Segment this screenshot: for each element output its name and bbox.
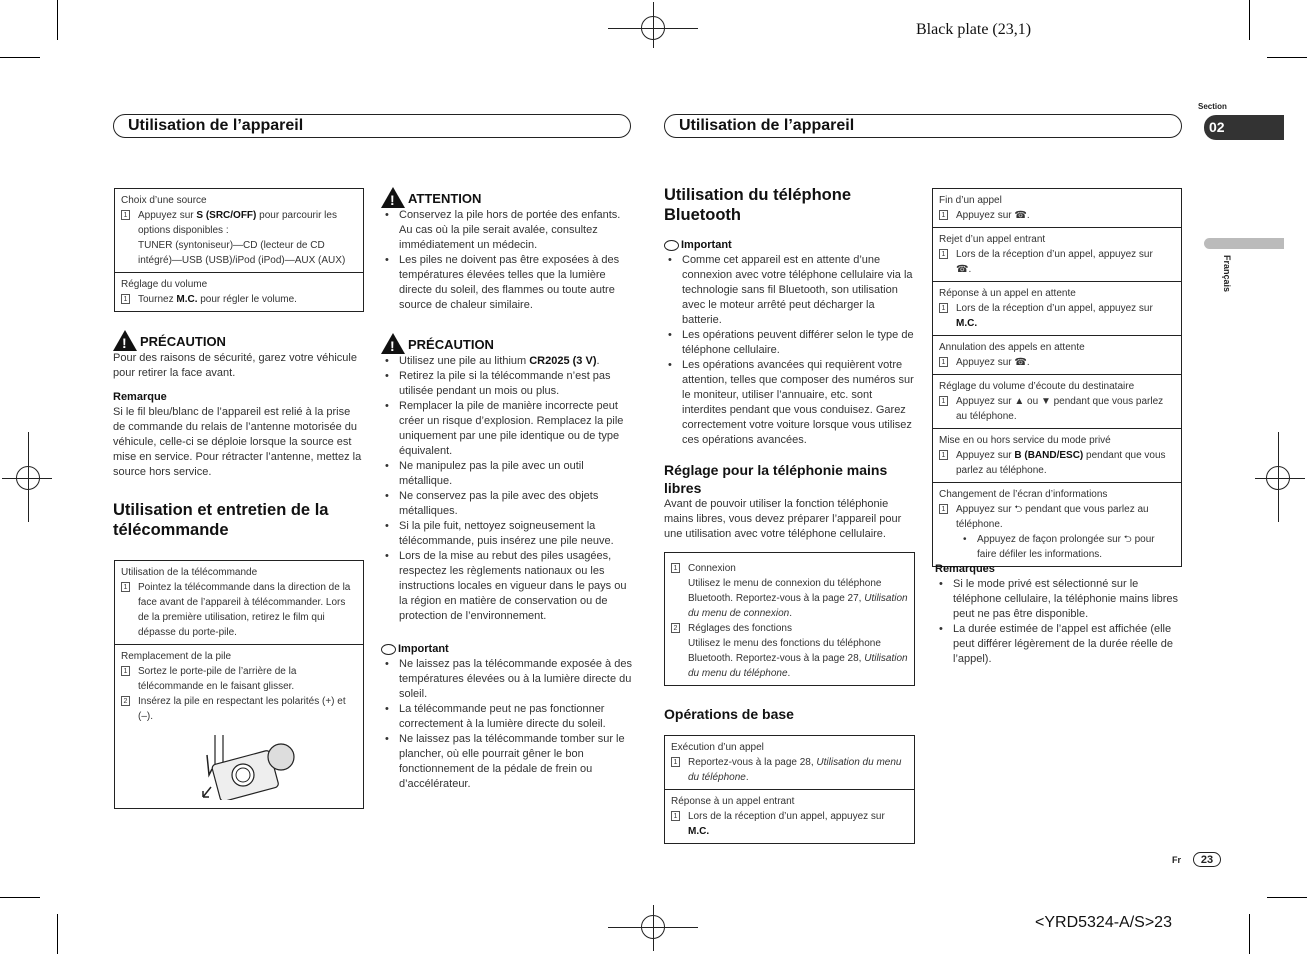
precaution-item: • Retirez la pile si la télécommande n’est pas utilisée pendant un mois ou plus. — [399, 369, 632, 399]
step-title: Mise en ou hors service du mode privé — [939, 435, 1111, 446]
page-number: 23 — [1193, 852, 1221, 867]
step-number: 1 — [939, 357, 948, 367]
section-number: 02 — [1204, 115, 1284, 140]
important-title: Important — [681, 239, 732, 251]
step-title: Changement de l’écran d’informations — [939, 489, 1108, 500]
warning-icon — [381, 333, 405, 354]
section-label: Section — [1198, 102, 1227, 111]
step-title: Rejet d’un appel entrant — [939, 234, 1046, 245]
remarque-text: Si le fil bleu/blanc de l’appareil est relié à la prise de commande du relais de l’antenne motorisée du véhicule, celle-ci se déploie lorsque la source est mise en service. Pour rétracter l’antenne, mettez la source hors service. — [113, 406, 362, 478]
warning-icon — [113, 330, 137, 351]
phone-ops-box — [932, 188, 1182, 567]
step-number: 1 — [939, 249, 948, 259]
footer-code: <YRD5324-A/S>23 — [1035, 914, 1172, 931]
step-number: 2 — [121, 696, 130, 706]
handsfree-text: Avant de pouvoir utiliser la fonction téléphonie mains libres, vous devez préparer l’appareil pour une utilisation avec votre téléphone cellulaire. — [664, 498, 902, 540]
step-number: 1 — [671, 757, 680, 767]
crop-mark — [57, 914, 58, 954]
remarque-item: • Si le mode privé est sélectionné sur le téléphone cellulaire, la téléphonie mains libres peut ne pas être disponible. — [953, 577, 1183, 622]
crop-mark — [1267, 57, 1307, 58]
header-left: Utilisation de l’appareil — [113, 114, 631, 138]
sub-item: • Appuyez de façon prolongée sur ⮌ pour faire défiler les informations. — [977, 532, 1175, 562]
crop-mark — [1249, 914, 1250, 954]
remarque-title: Remarque — [113, 391, 167, 403]
important-item: • Ne laissez pas la télécommande tomber sur le plancher, où elle pourrait gêner le bon fonctionnement de la pédale de frein ou d’accélérateur. — [399, 732, 632, 792]
step-title: Fin d’un appel — [939, 195, 1002, 206]
col1-text — [113, 330, 365, 540]
bluetooth-heading: Utilisation du téléphone Bluetooth — [664, 186, 852, 224]
col3-text — [664, 185, 916, 542]
precaution-list — [381, 354, 632, 624]
step-text: Appuyez sur ▲ ou ▼ pendant que vous parlez au téléphone. — [956, 396, 1164, 422]
attention-item: • Les piles ne doivent pas être exposées à des températures élevées telles que la lumière directe du soleil, des flammes ou toute autre source de chaleur similaire. — [399, 253, 632, 313]
step-title: Choix d’une source — [121, 195, 207, 206]
step-title: Remplacement de la pile — [121, 651, 232, 662]
step-number: 1 — [121, 666, 130, 676]
step-number: 1 — [671, 563, 680, 573]
crop-mark — [1249, 0, 1250, 40]
plate-label: Black plate (23,1) — [916, 21, 1032, 38]
battery-illustration — [195, 735, 305, 800]
language-bar — [1204, 238, 1284, 249]
step-text: Appuyez sur B (BAND/ESC) pendant que vous parlez au téléphone. — [956, 450, 1166, 476]
base-heading: Opérations de base — [664, 706, 794, 722]
attention-item: • Conservez la pile hors de portée des enfants. Au cas où la pile serait avalée, consultez immédiatement un médecin. — [399, 208, 632, 253]
precaution-item: • Si la pile fuit, nettoyez soigneusement la télécommande, puis insérez une pile neuve. — [399, 519, 632, 549]
registration-line — [653, 2, 654, 48]
return-icon: ⮌ — [1014, 504, 1023, 515]
step-text: Pointez la télécommande dans la direction de la face avant de l’appareil à télécommander. Lors de la première utilisation, retirez le film qui dépasse du porte-pile. — [138, 582, 351, 638]
precaution-title: PRÉCAUTION — [408, 337, 494, 352]
step-text: Lors de la réception d’un appel, appuyez sur M.C. — [956, 303, 1153, 329]
remarque-item: • La durée estimée de l’appel est affichée (elle peut différer légèrement de la durée réelle de l’appel). — [953, 622, 1183, 667]
base-box — [664, 735, 915, 844]
precaution-item: • Utilisez une pile au lithium CR2025 (3 V). — [399, 354, 632, 369]
important-list — [381, 657, 632, 792]
step-number: 2 — [671, 623, 680, 633]
important-item: • Les opérations peuvent différer selon le type de téléphone cellulaire. — [682, 328, 916, 358]
registration-line — [1255, 478, 1305, 479]
step-text: Sortez le porte-pile de l’arrière de la télécommande en le faisant glisser. — [138, 666, 297, 692]
important-icon — [381, 644, 396, 655]
step-text: Connexion Utilisez le menu de connexion du téléphone Bluetooth. Reportez-vous à la page 27, Utilisation du menu de connexion. — [688, 563, 908, 619]
step-number: 1 — [939, 450, 948, 460]
step-number: 1 — [121, 210, 130, 220]
step-text: Réglages des fonctions Utilisez le menu des fonctions du téléphone Bluetooth. Reportez-vous à la page 28, Utilisation du menu du téléphone. — [688, 623, 908, 679]
step-text: Appuyez sur ☎. — [956, 210, 1030, 221]
step-title: Annulation des appels en attente — [939, 342, 1085, 353]
precaution-item: • Ne conservez pas la pile avec des objets métalliques. — [399, 489, 632, 519]
remarques-title: Remarques — [935, 563, 995, 575]
registration-line — [28, 432, 29, 522]
step-text: Appuyez sur ⮌ pendant que vous parlez au téléphone. — [956, 504, 1149, 530]
handsfree-box — [664, 552, 915, 686]
step-title: Réponse à un appel en attente — [939, 288, 1076, 299]
precaution-text: Pour des raisons de sécurité, garez votre véhicule pour retirer la face avant. — [113, 352, 357, 379]
col2-text — [381, 187, 632, 792]
crop-mark — [1267, 897, 1307, 898]
phone-icon: ☎ — [1014, 210, 1027, 221]
precaution-item: • Lors de la mise au rebut des piles usagées, respectez les règlements nationaux ou les instructions locales en vigueur dans le pays ou la région en matière de conservation ou de protection de l’environnement. — [399, 549, 632, 624]
step-text: Insérez la pile en respectant les polarités (+) et (–). — [138, 696, 346, 722]
step-title: Réglage du volume d’écoute du destinataire — [939, 381, 1135, 392]
handsfree-heading: Réglage pour la téléphonie mains libres — [664, 462, 888, 496]
precaution-title: PRÉCAUTION — [140, 334, 226, 349]
page-lang: Fr — [1172, 855, 1181, 865]
step-number: 1 — [939, 303, 948, 313]
col4-remarks — [935, 562, 1183, 667]
important-item: • Les opérations avancées qui requièrent votre attention, telles que composer des numéros sur le moniteur, utiliser l’annuaire, etc. sont interdites pendant que vous conduisez. Garez correctement votre voiture lorsque vous utilisez ces opérations avancées. — [682, 358, 916, 448]
step-text: Reportez-vous à la page 28, Utilisation du menu du téléphone. — [688, 757, 902, 783]
crop-mark — [57, 0, 58, 40]
step-title: Utilisation de la télécommande — [121, 567, 258, 578]
remarques-list — [935, 577, 1183, 667]
step-number: 1 — [939, 504, 948, 514]
precaution-item: • Ne manipulez pas la pile avec un outil métallique. — [399, 459, 632, 489]
warning-icon — [381, 187, 405, 208]
step-text: Tournez M.C. pour régler le volume. — [138, 294, 297, 305]
registration-line — [2, 478, 52, 479]
step-title: Exécution d’un appel — [671, 742, 764, 753]
important-item: • Comme cet appareil est en attente d’une connexion avec votre téléphone cellulaire via la technologie sans fil Bluetooth, son utilisation avec le moteur arrêté peut décharger la batterie. — [682, 253, 916, 328]
important-item: • La télécommande peut ne pas fonctionner correctement à la lumière directe du soleil. — [399, 702, 632, 732]
crop-mark — [0, 897, 40, 898]
step-number: 1 — [939, 210, 948, 220]
return-icon: ⮌ — [1123, 534, 1132, 545]
important-item: • Ne laissez pas la télécommande exposée à des températures élevées ou à la lumière directe du soleil. — [399, 657, 632, 702]
step-text: Appuyez sur ☎. — [956, 357, 1030, 368]
step-number: 1 — [939, 396, 948, 406]
crop-mark — [0, 57, 40, 58]
source-volume-box — [114, 188, 364, 312]
precaution-item: • Remplacer la pile de manière incorrecte peut créer un risque d’explosion. Remplacez la pile uniquement par une pile identique ou de type équivalent. — [399, 399, 632, 459]
step-title: Réponse à un appel entrant — [671, 796, 795, 807]
registration-line — [1278, 432, 1279, 522]
phone-icon: ☎ — [1014, 357, 1027, 368]
important-icon — [664, 240, 679, 251]
step-text: Lors de la réception d’un appel, appuyez sur ☎. — [956, 249, 1153, 275]
phone-icon: ☎ — [956, 264, 969, 275]
registration-line — [653, 905, 654, 951]
important-list — [664, 253, 916, 448]
step-number: 1 — [121, 582, 130, 592]
language-tab: Français — [1222, 255, 1232, 293]
step-number: 1 — [671, 811, 680, 821]
attention-list — [381, 208, 632, 313]
remote-heading: Utilisation et entretien de la télécommande — [113, 501, 329, 539]
step-title: Réglage du volume — [121, 279, 208, 290]
header-right: Utilisation de l’appareil — [664, 114, 1182, 138]
important-title: Important — [398, 643, 449, 655]
step-number: 1 — [121, 294, 130, 304]
attention-title: ATTENTION — [408, 191, 482, 206]
step-text: Appuyez sur S (SRC/OFF) pour parcourir les options disponibles : TUNER (syntoniseur)—CD (lecteur de CD intégré)—USB (USB)/iPod (iPod)—AUX (AUX) — [138, 210, 346, 266]
step-text: Lors de la réception d’un appel, appuyez sur M.C. — [688, 811, 885, 837]
